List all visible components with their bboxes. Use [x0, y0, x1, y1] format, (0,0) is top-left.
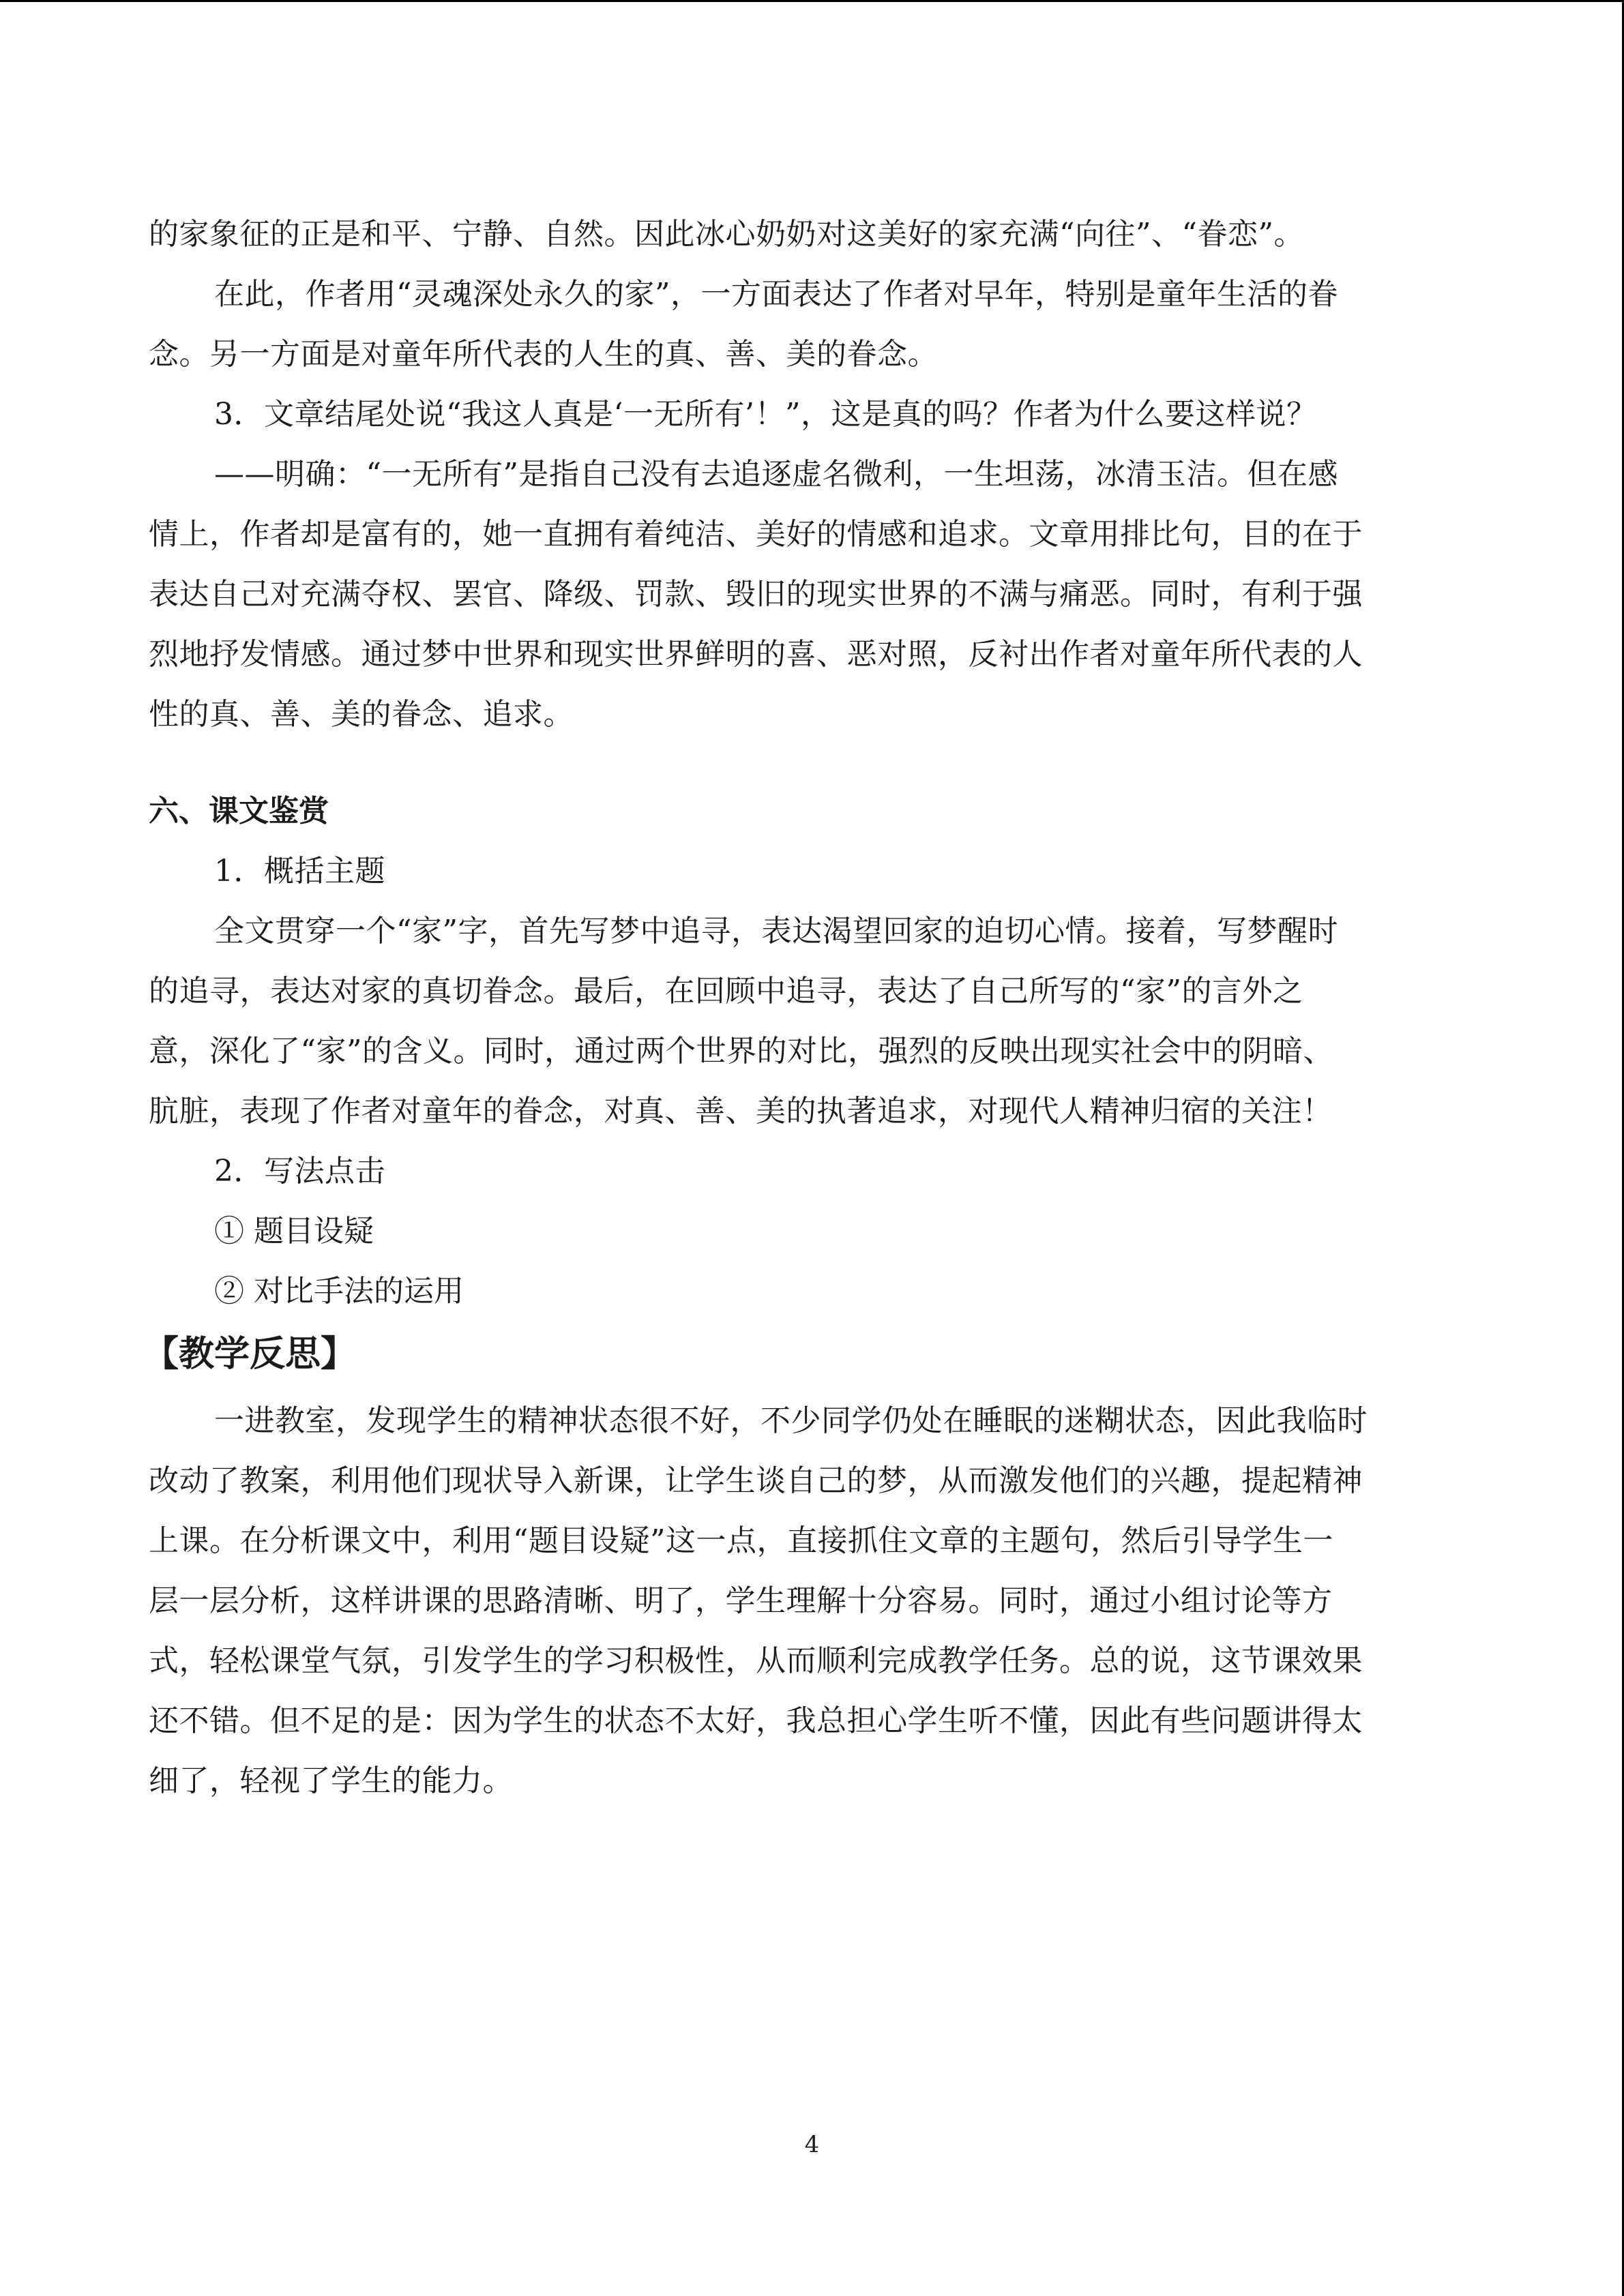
answer-line: 性的真、善、美的眷念、追求。: [149, 697, 574, 732]
answer-line: ——明确：“一无所有”是指自己没有去追逐虚名微利，一生坦荡，冰清玉洁。但在感: [214, 457, 1338, 492]
top-border: [0, 0, 1624, 2]
reflection-line: 一进教室，发现学生的精神状态很不好，不少同学仍处在睡眠的迷糊状态，因此我临时: [214, 1403, 1368, 1438]
theme-line: 肮脏，表现了作者对童年的眷念，对真、善、美的执著追求，对现代人精神归宿的关注！: [149, 1094, 1333, 1129]
reflection-heading: 【教学反思】: [143, 1334, 357, 1375]
question-3: 3．文章结尾处说“我这人真是‘一无所有’！”，这是真的吗？作者为什么要这样说？: [214, 397, 1317, 432]
paragraph-line: 在此，作者用“灵魂深处永久的家”，一方面表达了作者对早年，特别是童年生活的眷: [214, 277, 1338, 312]
theme-line: 全文贯穿一个“家”字，首先写梦中追寻，表达渴望回家的迫切心情。接着，写梦醒时: [214, 914, 1338, 949]
page-number: 4: [804, 2131, 820, 2158]
theme-line: 意，深化了“家”的含义。同时，通过两个世界的对比，强烈的反映出现实社会中的阴暗、: [149, 1034, 1333, 1069]
paragraph-line: 念。另一方面是对童年所代表的人生的真、善、美的眷念。: [149, 337, 938, 372]
writing-item: ② 对比手法的运用: [214, 1274, 464, 1309]
reflection-line: 改动了教案，利用他们现状导入新课，让学生谈自己的梦，从而激发他们的兴趣，提起精神: [149, 1463, 1363, 1498]
theme-line: 的追寻，表达对家的真切眷念。最后，在回顾中追寻，表达了自己所写的“家”的言外之: [149, 974, 1303, 1009]
reflection-line: 层一层分析，这样讲课的思路清晰、明了，学生理解十分容易。同时，通过小组讨论等方: [149, 1583, 1333, 1618]
subheading-theme: 1．概括主题: [214, 854, 385, 889]
document-page: [143, 205, 1456, 1811]
writing-item: ① 题目设疑: [214, 1214, 374, 1249]
subheading-writing: 2．写法点击: [214, 1154, 385, 1189]
answer-line: 烈地抒发情感。通过梦中世界和现实世界鲜明的喜、恶对照，反衬出作者对童年所代表的人: [149, 637, 1363, 672]
answer-line: 情上，作者却是富有的，她一直拥有着纯洁、美好的情感和追求。文章用排比句，目的在于: [149, 517, 1363, 552]
reflection-line: 细了，轻视了学生的能力。: [149, 1763, 513, 1798]
section-heading-appreciation: 六、课文鉴赏: [149, 794, 329, 829]
reflection-line: 上课。在分析课文中，利用“题目设疑”这一点，直接抓住文章的主题句，然后引导学生一: [149, 1523, 1333, 1558]
reflection-line: 还不错。但不足的是：因为学生的状态不太好，我总担心学生听不懂，因此有些问题讲得太: [149, 1703, 1363, 1738]
paragraph-line: 的家象征的正是和平、宁静、自然。因此冰心奶奶对这美好的家充满“向往”、“眷恋”。: [149, 217, 1304, 252]
reflection-line: 式，轻松课堂气氛，引发学生的学习积极性，从而顺利完成教学任务。总的说，这节课效果: [149, 1643, 1363, 1678]
answer-line: 表达自己对充满夺权、罢官、降级、罚款、毁旧的现实世界的不满与痛恶。同时，有利于强: [149, 577, 1363, 612]
